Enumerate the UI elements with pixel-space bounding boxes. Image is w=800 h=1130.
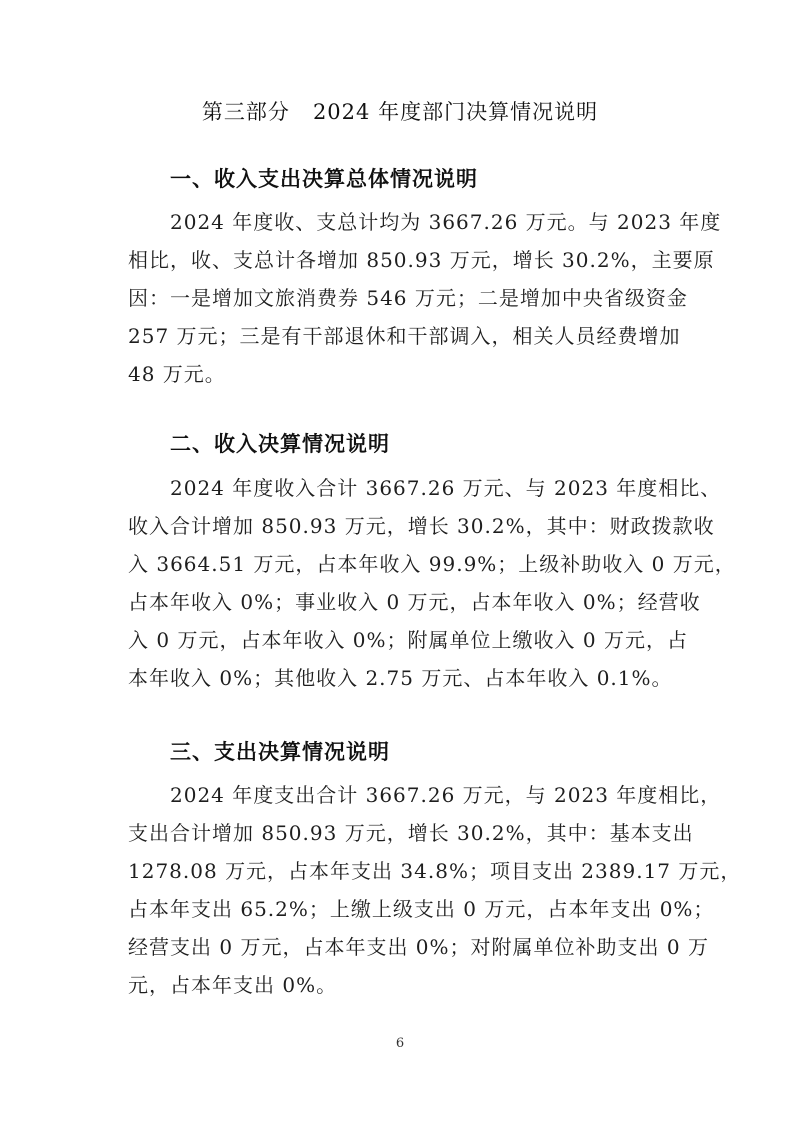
paragraph-line: 48 万元。: [128, 362, 226, 386]
paragraph-line: 经营支出 0 万元，占本年支出 0%；对附属单位补助支出 0 万: [128, 935, 709, 959]
section-paragraph-expense: [128, 776, 742, 1004]
paragraph-line: 2024 年度收、支总计均为 3667.26 万元。与 2023 年度: [128, 210, 722, 234]
paragraph-line: 因：一是增加文旅消费券 546 万元；二是增加中央省级资金: [128, 286, 688, 310]
paragraph-line: 1278.08 万元，占本年支出 34.8%；项目支出 2389.17 万元，: [128, 859, 742, 883]
paragraph-line: 占本年收入 0%；事业收入 0 万元，占本年收入 0%；经营收: [128, 590, 701, 614]
paragraph-line: 占本年支出 65.2%；上缴上级支出 0 万元，占本年支出 0%；: [128, 897, 715, 921]
section-heading-expense: 三、支出决算情况说明: [170, 740, 390, 764]
page-number: 6: [395, 1036, 405, 1051]
section-paragraph-income-expense-overview: [128, 203, 722, 393]
paragraph-line: 元，占本年支出 0%。: [128, 973, 338, 997]
paragraph-line: 支出合计增加 850.93 万元，增长 30.2%，其中：基本支出: [128, 821, 694, 845]
section-heading-income: 二、收入决算情况说明: [170, 432, 390, 456]
paragraph-line: 257 万元；三是有干部退休和干部调入，相关人员经费增加: [128, 324, 681, 348]
paragraph-line: 入 0 万元，占本年收入 0%；附属单位上缴收入 0 万元，占: [128, 628, 688, 652]
paragraph-line: 2024 年度收入合计 3667.26 万元、与 2023 年度相比、: [128, 476, 722, 500]
paragraph-line: 入 3664.51 万元，占本年收入 99.9%；上级补助收入 0 万元，: [128, 552, 736, 576]
section-heading-income-expense-overview: 一、收入支出决算总体情况说明: [170, 167, 478, 191]
paragraph-line: 2024 年度支出合计 3667.26 万元，与 2023 年度相比，: [128, 783, 722, 807]
document-title: 第三部分 2024 年度部门决算情况说明: [201, 100, 599, 124]
paragraph-line: 相比，收、支总计各增加 850.93 万元，增长 30.2%，主要原: [128, 248, 715, 272]
paragraph-line: 本年收入 0%；其他收入 2.75 万元、占本年收入 0.1%。: [128, 666, 673, 690]
section-paragraph-income: [128, 469, 736, 697]
paragraph-line: 收入合计增加 850.93 万元，增长 30.2%，其中：财政拨款收: [128, 514, 715, 538]
